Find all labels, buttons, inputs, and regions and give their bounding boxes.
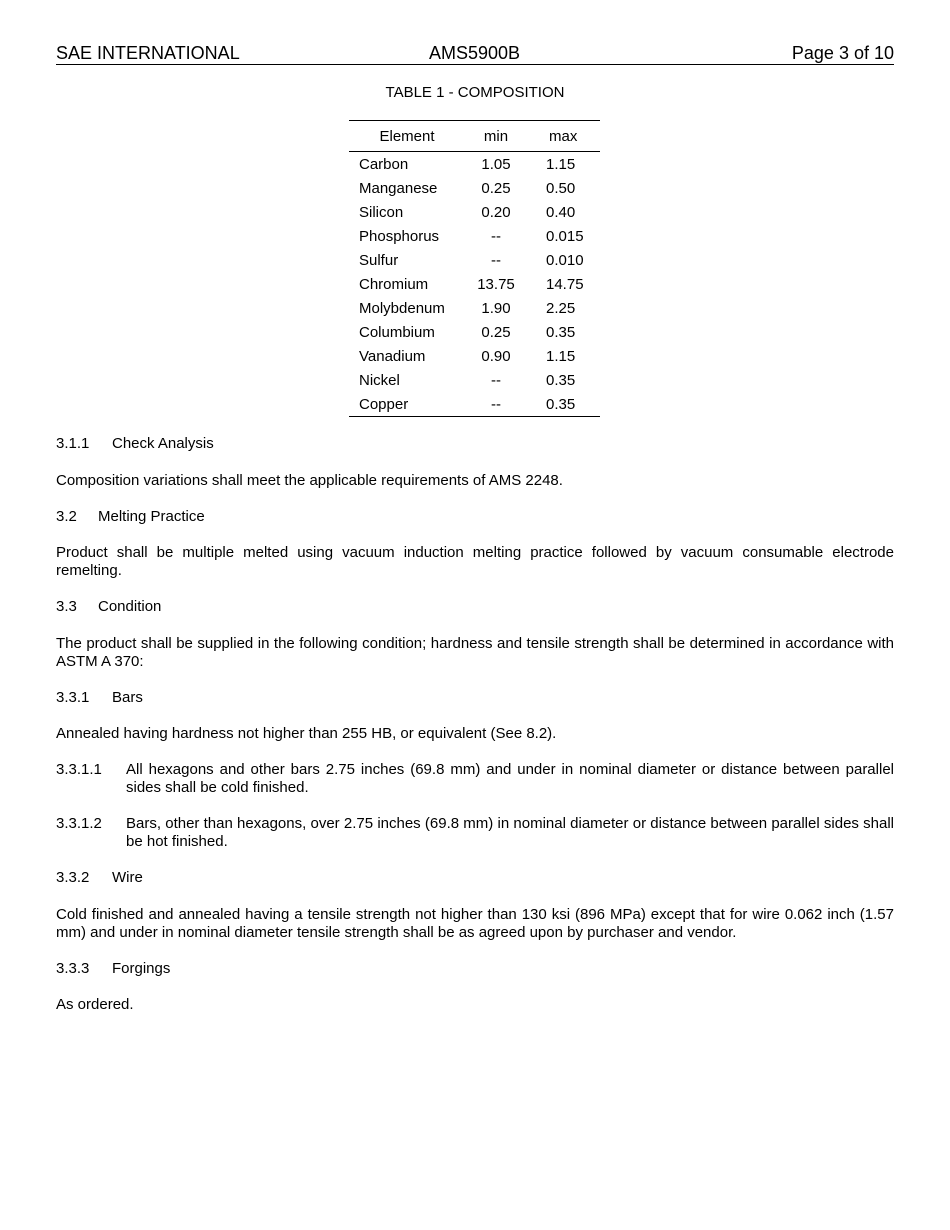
section-number: 3.3.3: [56, 960, 90, 977]
table-row: [349, 248, 600, 272]
min-cell: 1.05: [481, 155, 511, 173]
table-header-row: [349, 121, 600, 152]
header-org: SAE INTERNATIONAL: [56, 43, 240, 63]
table-row: [349, 224, 600, 248]
table-row: [349, 392, 600, 417]
table-row: [349, 176, 600, 200]
section-heading-3-3: [56, 598, 894, 616]
min-cell: 0.20: [481, 203, 511, 221]
min-cell: --: [491, 227, 501, 245]
paragraph-3-3-2: Cold finished and annealed having a tensile strength not higher than 130 ksi (896 MPa) except that for wire 0.062 inch (1.57 mm) and under in nominal diameter tensile strength shall be as agreed upon by purchaser and vendor.: [56, 906, 894, 941]
min-cell: 0.25: [481, 179, 511, 197]
element-cell: Nickel: [359, 371, 400, 389]
max-cell: 14.75: [546, 275, 584, 293]
max-cell: 0.50: [546, 179, 576, 197]
section-heading-3-3-1: [56, 689, 894, 707]
paragraph-3-3-1: Annealed having hardness not higher than 255 HB, or equivalent (See 8.2).: [56, 725, 557, 742]
column-header-element: Element: [349, 121, 465, 152]
table-row: [349, 344, 600, 368]
section-title: Check Analysis: [112, 435, 214, 452]
max-cell: 0.010: [546, 251, 584, 269]
element-cell: Copper: [349, 392, 465, 417]
min-cell: 0.90: [481, 347, 511, 365]
section-number: 3.1.1: [56, 435, 90, 452]
section-number: 3.3.2: [56, 869, 90, 886]
table-row: [349, 296, 600, 320]
section-number: 3.3.1: [56, 689, 90, 706]
max-cell: 0.015: [546, 227, 584, 245]
max-cell: 1.15: [546, 155, 576, 173]
section-title: Forgings: [112, 960, 171, 977]
table-row: [349, 272, 600, 296]
element-cell: Vanadium: [359, 347, 426, 365]
element-cell: Silicon: [359, 203, 404, 221]
list-item-text: All hexagons and other bars 2.75 inches (69.8 mm) and under in nominal diameter or distance between parallel sides shall be cold finished.: [126, 761, 894, 796]
max-cell: 1.15: [546, 347, 576, 365]
element-cell: Chromium: [359, 275, 429, 293]
header-page-number: Page 3 of 10: [791, 43, 894, 63]
paragraph-3-3-3: As ordered.: [56, 996, 134, 1013]
section-heading-3-3-3: [56, 960, 894, 978]
element-cell: Molybdenum: [359, 299, 445, 317]
max-cell: 0.35: [546, 323, 576, 341]
paragraph-3-2: Product shall be multiple melted using vacuum induction melting practice followed by vacuum consumable electrode remelting.: [56, 544, 894, 579]
min-cell: --: [491, 371, 501, 389]
list-item-3-3-1-2: [56, 815, 894, 851]
max-cell: 0.40: [546, 203, 576, 221]
max-cell: 0.35: [546, 371, 576, 389]
table-row: [349, 200, 600, 224]
composition-table: [349, 120, 600, 417]
min-cell: --: [465, 392, 527, 417]
list-item-text: Bars, other than hexagons, over 2.75 inches (69.8 mm) in nominal diameter or distance between parallel sides shall be hot finished.: [126, 815, 894, 850]
min-cell: 1.90: [481, 299, 511, 317]
column-header-max: max: [527, 121, 600, 152]
section-heading-3-2: [56, 508, 894, 526]
table-row: [349, 320, 600, 344]
section-title: Wire: [112, 869, 143, 886]
section-number: 3.2: [56, 508, 77, 525]
table-title: TABLE 1 - COMPOSITION: [385, 84, 565, 101]
section-number: 3.3: [56, 598, 77, 615]
column-header-min: min: [465, 121, 527, 152]
paragraph-3-1-1: Composition variations shall meet the applicable requirements of AMS 2248.: [56, 472, 563, 489]
section-title: Condition: [98, 598, 162, 615]
max-cell: 2.25: [546, 299, 576, 317]
section-title: Melting Practice: [98, 508, 205, 525]
header-doc-number: AMS5900B: [429, 43, 521, 63]
element-cell: Carbon: [359, 155, 409, 173]
min-cell: --: [491, 251, 501, 269]
list-item-3-3-1-1: [56, 761, 894, 797]
page-header: [56, 43, 894, 65]
paragraph-3-3: The product shall be supplied in the following condition; hardness and tensile strength shall be determined in accordance with ASTM A 370:: [56, 635, 894, 670]
element-cell: Columbium: [359, 323, 435, 341]
list-item-number: 3.3.1.2: [56, 815, 102, 832]
min-cell: 0.25: [481, 323, 511, 341]
section-heading-3-3-2: [56, 869, 894, 887]
list-item-number: 3.3.1.1: [56, 761, 102, 778]
element-cell: Sulfur: [359, 251, 399, 269]
table-row: [349, 152, 600, 177]
section-title: Bars: [112, 689, 143, 706]
section-heading-3-1-1: [56, 435, 894, 453]
min-cell: 13.75: [477, 275, 515, 293]
element-cell: Phosphorus: [359, 227, 440, 245]
element-cell: Manganese: [359, 179, 438, 197]
max-cell: 0.35: [527, 392, 600, 417]
table-row: [349, 368, 600, 392]
